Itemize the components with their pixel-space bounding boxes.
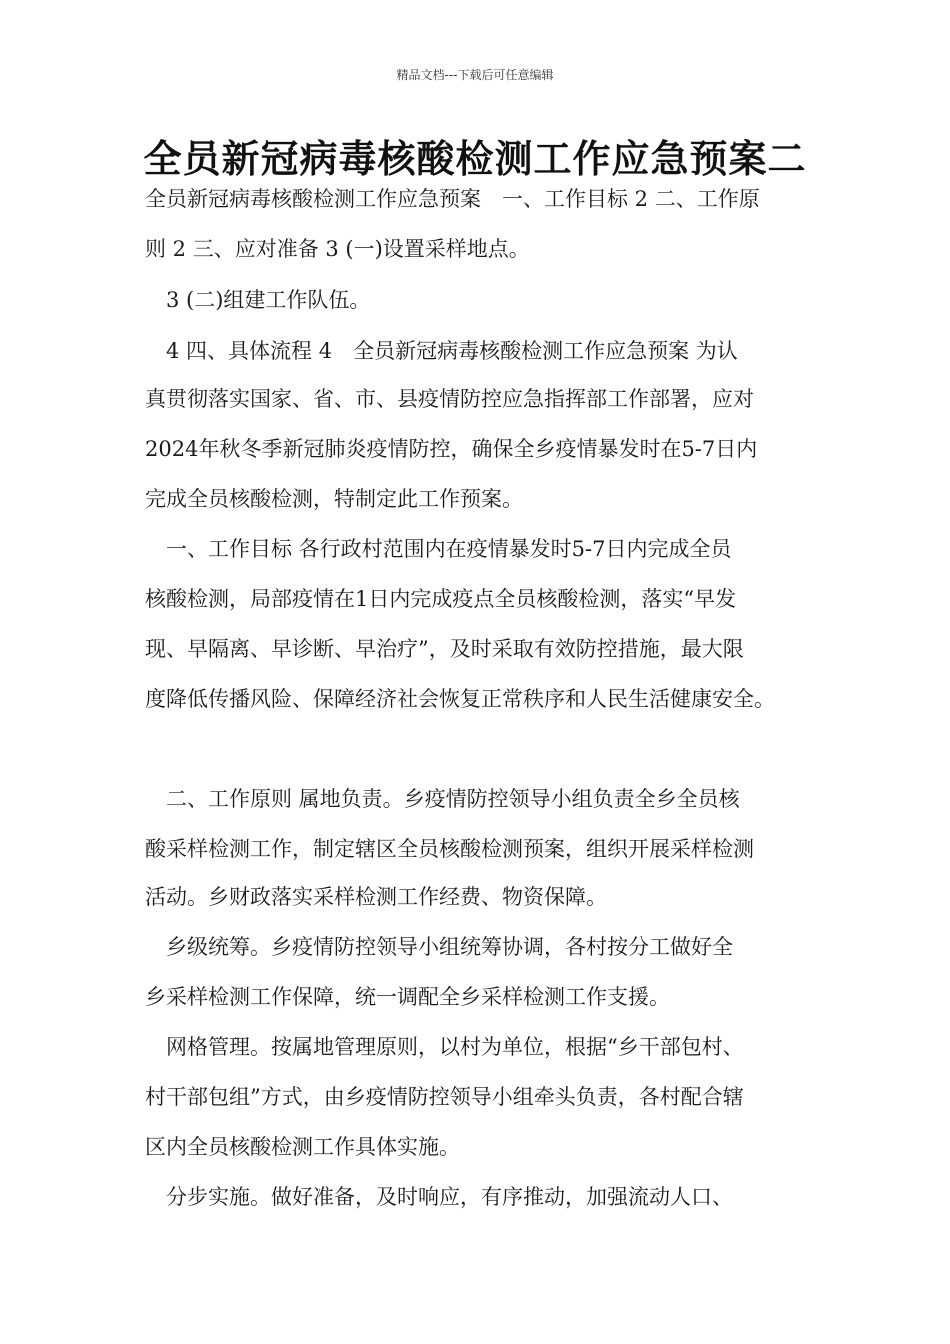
body-line: 一、工作目标 各行政村范围内在疫情暴发时5-7日内完成全员 — [145, 537, 732, 561]
body-line: 度降低传播风险、保障经济社会恢复正常秩序和人民生活健康安全。 — [145, 687, 775, 711]
body-line: 核酸检测，局部疫情在1日内完成疫点全员核酸检测，落实“早发 — [145, 587, 737, 611]
body-line: 乡采样检测工作保障，统一调配全乡采样检测工作支援。 — [145, 985, 670, 1009]
body-line: 区内全员核酸检测工作具体实施。 — [145, 1135, 460, 1159]
body-line: 村干部包组”方式，由乡疫情防控领导小组牵头负责，各村配合辖 — [145, 1085, 744, 1109]
body-line: 则 2 三、应对准备 3 (一)设置采样地点。 — [145, 237, 530, 261]
page-header: 精品文档---下载后可任意编辑 — [396, 68, 554, 82]
body-line: 网格管理。按属地管理原则，以村为单位，根据“乡干部包村、 — [145, 1035, 744, 1059]
body-line: 分步实施。做好准备，及时响应，有序推动，加强流动人口、 — [145, 1185, 733, 1209]
body-line: 二、工作原则 属地负责。乡疫情防控领导小组负责全乡全员核 — [145, 787, 740, 811]
body-line: 全员新冠病毒核酸检测工作应急预案 一、工作目标 2 二、工作原 — [145, 187, 760, 211]
body-line: 活动。乡财政落实采样检测工作经费、物资保障。 — [145, 885, 607, 909]
body-line: 酸采样检测工作，制定辖区全员核酸检测预案，组织开展采样检测 — [145, 837, 754, 861]
body-line: 2024年秋冬季新冠肺炎疫情防控，确保全乡疫情暴发时在5-7日内 — [145, 437, 758, 461]
body-line: 4 四、具体流程 4 全员新冠病毒核酸检测工作应急预案 为认 — [145, 339, 738, 363]
document-title: 全员新冠病毒核酸检测工作应急预案二 — [143, 137, 807, 181]
body-line: 3 (二)组建工作队伍。 — [145, 288, 371, 312]
body-line: 乡级统筹。乡疫情防控领导小组统筹协调，各村按分工做好全 — [145, 935, 733, 959]
body-line: 真贯彻落实国家、省、市、县疫情防控应急指挥部工作部署，应对 — [145, 387, 754, 411]
body-line: 现、早隔离、早诊断、早治疗”，及时采取有效防控措施，最大限 — [145, 637, 744, 661]
body-line: 完成全员核酸检测，特制定此工作预案。 — [145, 487, 523, 511]
